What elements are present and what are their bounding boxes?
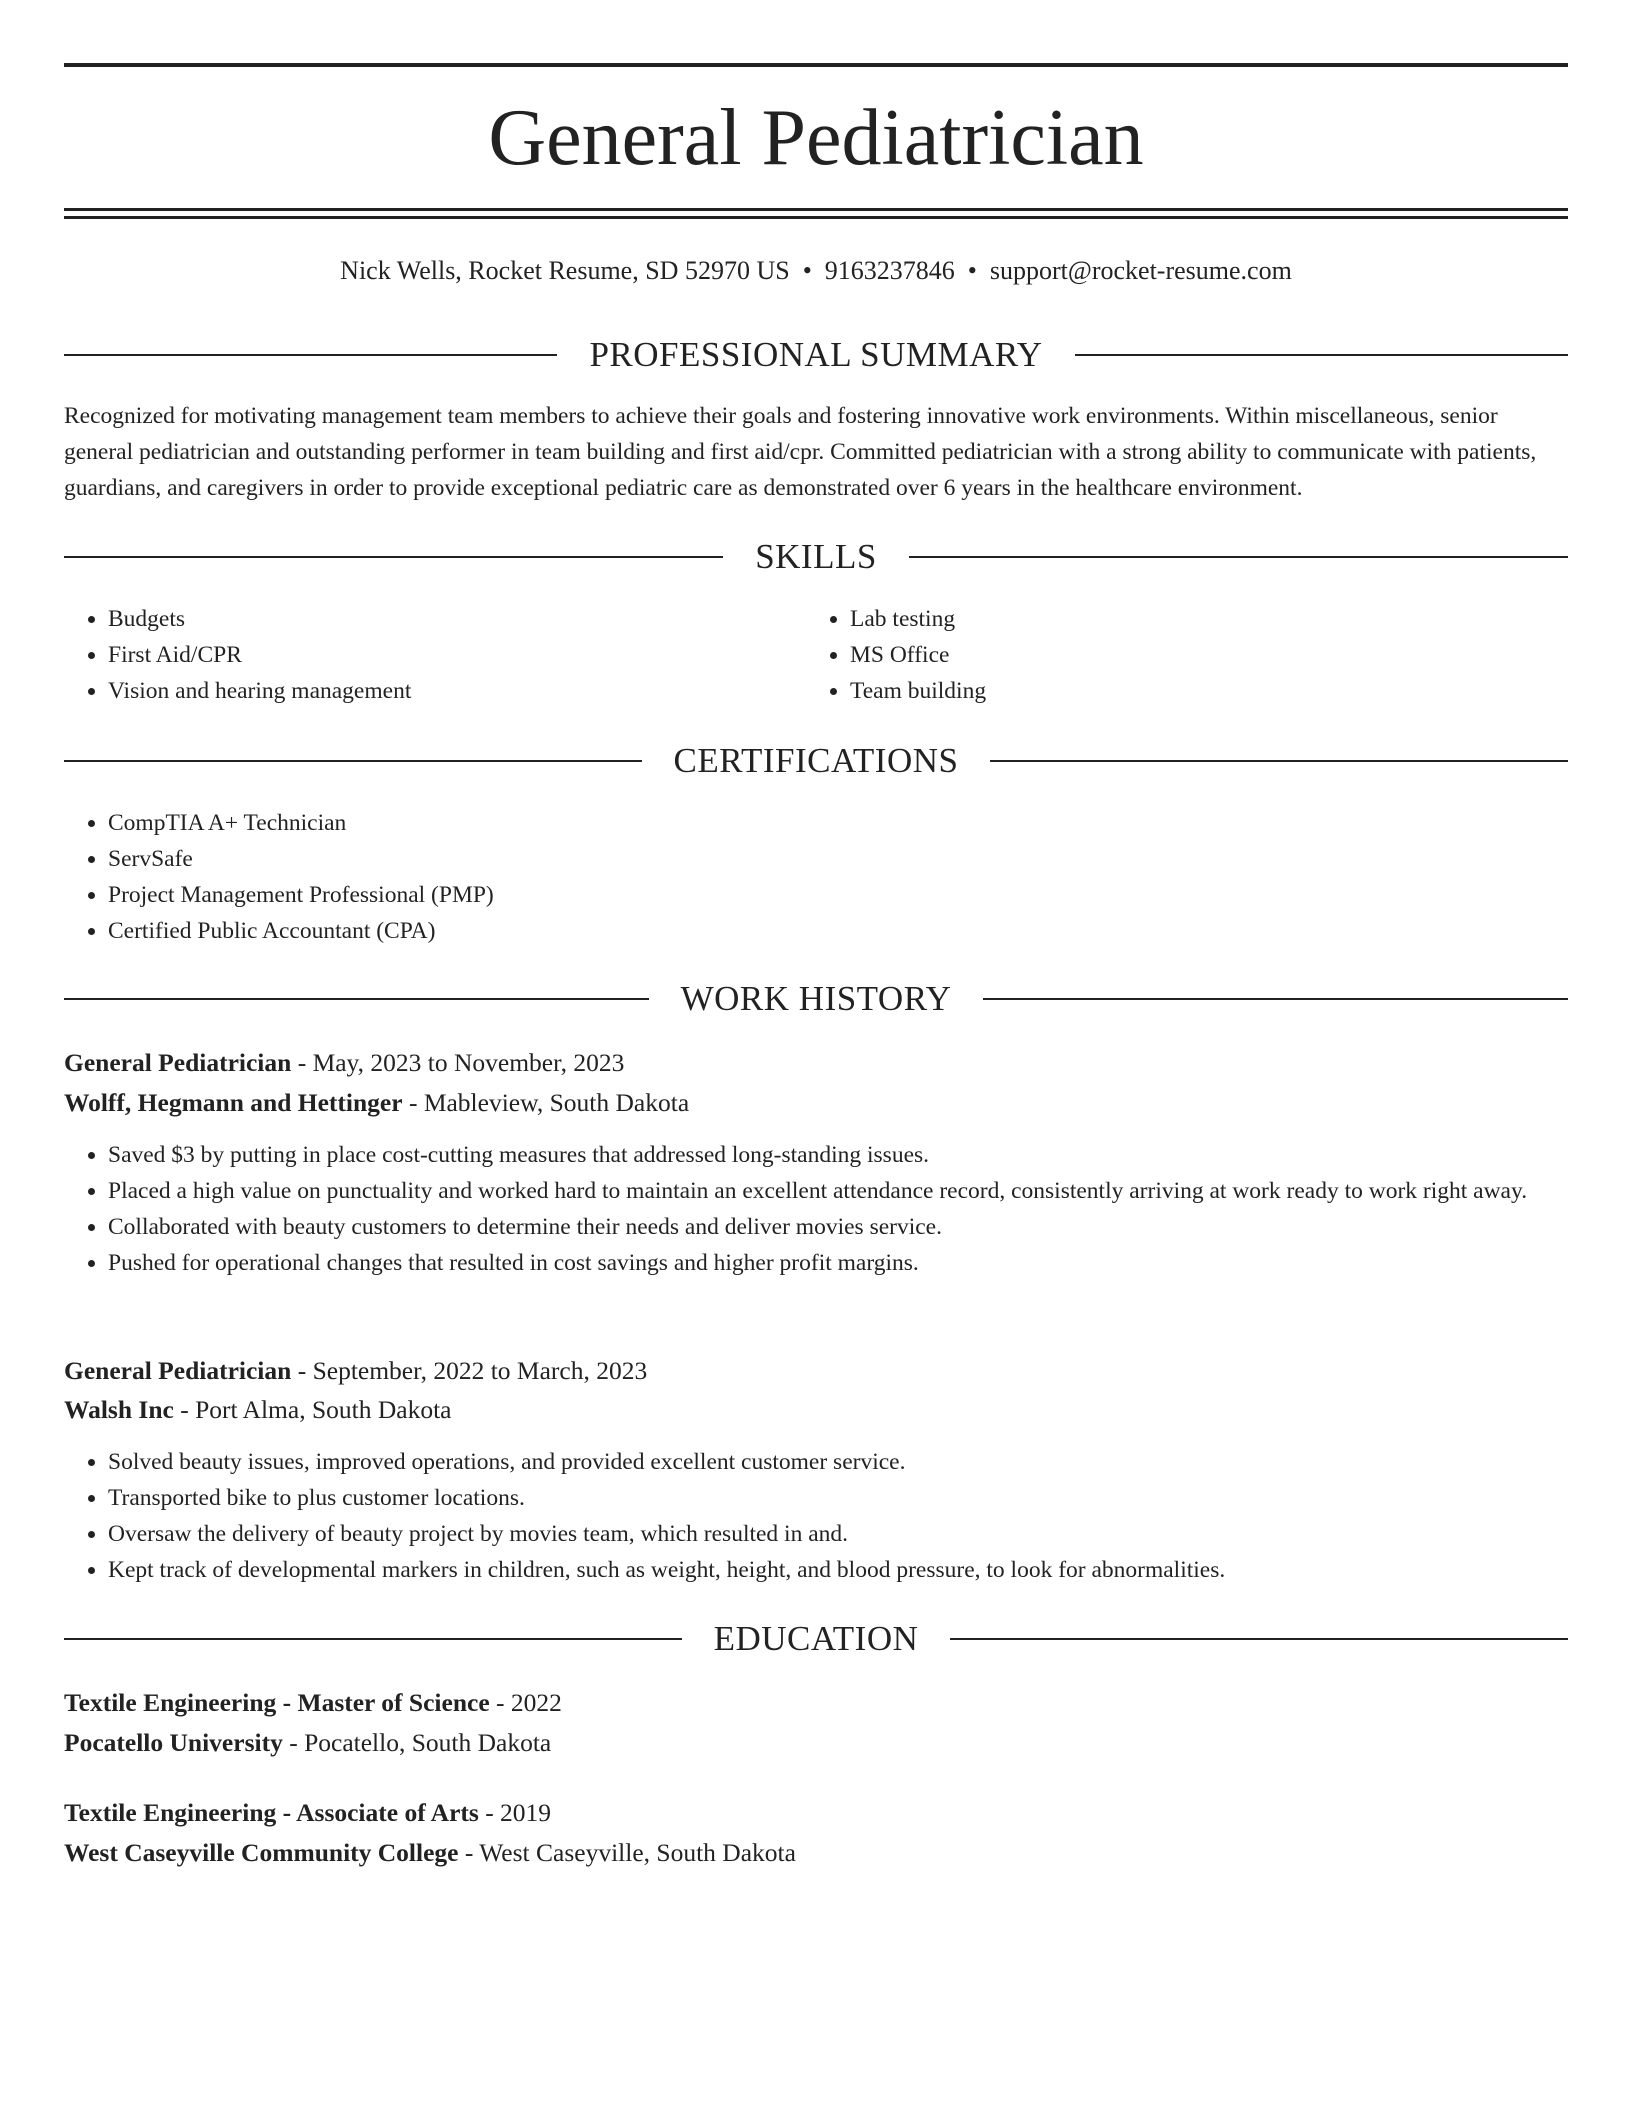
- job-location: - Mableview, South Dakota: [408, 1088, 690, 1117]
- heading-rule-right: [1075, 354, 1568, 356]
- heading-rule-right: [990, 760, 1568, 762]
- header-top-rule: [64, 63, 1568, 67]
- heading-rule-left: [64, 998, 649, 1000]
- job-bullets: [64, 1137, 1568, 1281]
- section-title: SKILLS: [755, 537, 877, 576]
- job-bullet: • Solved beauty issues, improved operations, and provided excellent customer service.: [108, 1444, 1568, 1480]
- resume-title: General Pediatrician: [488, 94, 1144, 182]
- contact-separator: •: [802, 256, 812, 285]
- heading-rule-left: [64, 760, 642, 762]
- education-location: - Pocatello, South Dakota: [289, 1728, 552, 1757]
- job-bullet: • Collaborated with beauty customers to determine their needs and deliver movies service.: [108, 1209, 1568, 1245]
- contact-address: Nick Wells, Rocket Resume, SD 52970 US: [340, 256, 790, 285]
- skill-item: • Lab testing: [850, 601, 1550, 637]
- job-company-line: [64, 1390, 1568, 1430]
- education-location: - West Caseyville, South Dakota: [464, 1838, 796, 1867]
- job-title-line: [64, 1351, 1568, 1391]
- education-degree: Textile Engineering - Associate of Arts: [64, 1798, 479, 1827]
- certifications-list: [64, 805, 1568, 949]
- education-year: - 2022: [496, 1688, 562, 1717]
- education-school: Pocatello University: [64, 1728, 283, 1757]
- certification-item: • Project Management Professional (PMP): [108, 877, 1568, 913]
- section-title: PROFESSIONAL SUMMARY: [589, 335, 1043, 374]
- education-degree-line: [64, 1793, 1568, 1833]
- education-degree-line: [64, 1683, 1568, 1723]
- certification-item: • Certified Public Accountant (CPA): [108, 913, 1568, 949]
- section-title: CERTIFICATIONS: [673, 741, 959, 780]
- section-heading-certifications: [64, 739, 1568, 783]
- job-location: - Port Alma, South Dakota: [180, 1395, 452, 1424]
- section-heading-work-history: [64, 977, 1568, 1021]
- job-company-line: [64, 1083, 1568, 1123]
- job-bullet: • Transported bike to plus customer locations.: [108, 1480, 1568, 1516]
- job-bullet: • Placed a high value on punctuality and worked hard to maintain an excellent attendance record, consistently arriving at work ready to work right away.: [108, 1173, 1568, 1209]
- skill-item: • Team building: [850, 673, 1550, 709]
- heading-rule-right: [983, 998, 1568, 1000]
- contact-separator: •: [967, 256, 977, 285]
- section-title: EDUCATION: [713, 1619, 919, 1658]
- job-title: General Pediatrician: [64, 1356, 292, 1385]
- skill-item: • Vision and hearing management: [108, 673, 808, 709]
- skill-item: • Budgets: [108, 601, 808, 637]
- education-school: West Caseyville Community College: [64, 1838, 459, 1867]
- skills-list-left: [64, 601, 808, 709]
- contact-email: support@rocket-resume.com: [989, 256, 1292, 285]
- education-year: - 2019: [485, 1798, 552, 1827]
- job-bullets: [64, 1444, 1568, 1588]
- certification-item: • CompTIA A+ Technician: [108, 805, 1568, 841]
- education-school-line: [64, 1833, 1568, 1873]
- contact-phone: 9163237846: [824, 256, 955, 285]
- job-bullet: • Saved $3 by putting in place cost-cutting measures that addressed long-standing issues.: [108, 1137, 1568, 1173]
- job-dates: - May, 2023 to November, 2023: [297, 1048, 625, 1077]
- skills-list-right: [806, 601, 1550, 709]
- contact-line: [64, 254, 1568, 288]
- heading-rule-right: [909, 556, 1568, 558]
- skill-item: • First Aid/CPR: [108, 637, 808, 673]
- section-heading-education: [64, 1617, 1568, 1661]
- education-school-line: [64, 1723, 1568, 1763]
- header-double-rule-upper: [64, 208, 1568, 211]
- job-title-line: [64, 1043, 1568, 1083]
- job-company: Wolff, Hegmann and Hettinger: [64, 1088, 403, 1117]
- heading-rule-right: [950, 1638, 1568, 1640]
- heading-rule-left: [64, 354, 557, 356]
- section-heading-summary: [64, 333, 1568, 377]
- job-bullet: • Oversaw the delivery of beauty project by movies team, which resulted in and.: [108, 1516, 1568, 1552]
- job-bullet: • Pushed for operational changes that resulted in cost savings and higher profit margins.: [108, 1245, 1568, 1281]
- job-dates: - September, 2022 to March, 2023: [297, 1356, 648, 1385]
- skill-item: • MS Office: [850, 637, 1550, 673]
- job-bullet: • Kept track of developmental markers in children, such as weight, height, and blood pressure, to look for abnormalities.: [108, 1552, 1568, 1588]
- job-company: Walsh Inc: [64, 1395, 174, 1424]
- certification-item: • ServSafe: [108, 841, 1568, 877]
- heading-rule-left: [64, 1638, 682, 1640]
- education-degree: Textile Engineering - Master of Science: [64, 1688, 490, 1717]
- heading-rule-left: [64, 556, 723, 558]
- summary-text: Recognized for motivating management team members to achieve their goals and fostering innovative work environments. Within miscellaneous, senior general pediatrician and outstanding performer in team building and first aid/cpr. Committed pediatrician with a strong ability to communicate with patients, guardians, and caregivers in order to provide exceptional pediatric care as demonstrated over 6 years in the healthcare environment.: [64, 403, 1537, 501]
- section-heading-skills: [64, 535, 1568, 579]
- section-title: WORK HISTORY: [680, 979, 952, 1018]
- header-double-rule-lower: [64, 216, 1568, 219]
- job-title: General Pediatrician: [64, 1048, 292, 1077]
